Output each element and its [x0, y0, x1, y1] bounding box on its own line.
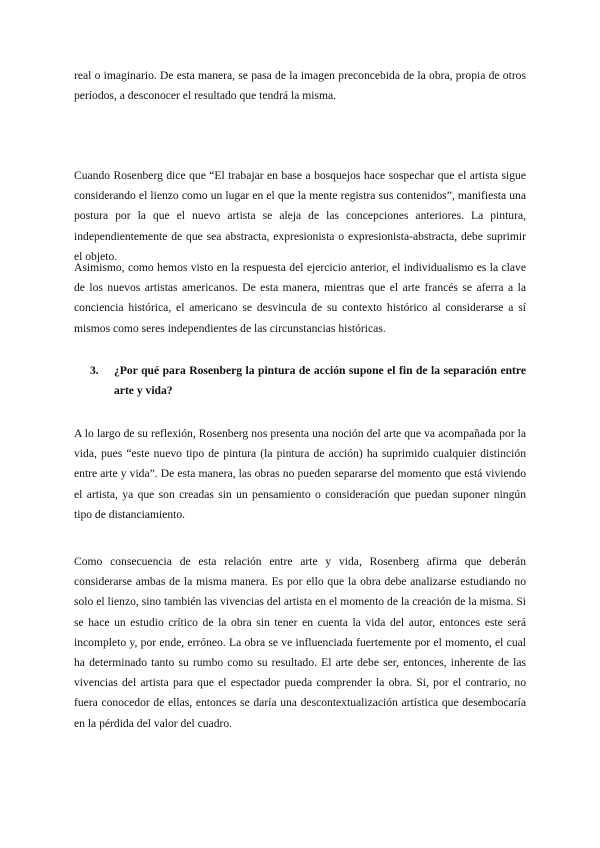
paragraph-rosenberg-quote: Cuando Rosenberg dice que “El trabajar en base a bosquejos hace sospechar que el artista sigue considerando el lienzo como un lugar en el que la mente registra sus contenidos”, manifiesta una postura por la que el nuevo artista se aleja de las concepciones anteriores. La pintura, independientemente de que sea abstracta, expresionista o expresionista-abstracta, debe suprimir el objeto.	[74, 169, 526, 263]
paragraph-individualism: Asimismo, como hemos visto en la respuesta del ejercicio anterior, el individualismo es la clave de los nuevos artistas americanos. De esta manera, mientras que el arte francés se aferra a la conciencia histórica, el americano se desvincula de su contexto histórico al considerarse a sí mismos como seres independientes de las circunstancias históricas.	[74, 261, 526, 335]
paragraph-continuation: real o imaginario. De esta manera, se pasa de la imagen preconcebida de la obra, propia de otros períodos, a desconocer el resultado que tendrá la misma.	[74, 69, 526, 103]
answer-paragraph-art-and-life: A lo largo de su reflexión, Rosenberg nos presenta una noción del arte que va acompañada por la vida, pues “este nuevo tipo de pintura (la pintura de acción) ha suprimido cualquier distinción entre arte y vida”. De esta manera, las obras no pueden separarse del momento que está viviendo el artista, ya que son creadas sin un pensamiento o consideración que puedan suponer ningún tipo de distanciamiento.	[74, 427, 526, 521]
question-number: 3.	[90, 364, 99, 377]
question-heading	[90, 361, 526, 401]
answer-paragraph-consequence: Como consecuencia de esta relación entre arte y vida, Rosenberg afirma que deberán considerarse ambas de la misma manera. Es por ello que la obra debe analizarse estudiando no solo el lienzo, sino también las vivencias del artista en el momento de la creación de la misma. Si se hace un estudio crítico de la obra sin tener en cuenta la vida del autor, entonces este será incompleto y, por ende, erróneo. La obra se ve influenciada fuertemente por el momento, el cual ha determinado tanto su rumbo como su resultado. El arte debe ser, entonces, inherente de las vivencias del artista para que el espectador pueda comprender la obra. Si, por el contrario, no fuera conocedor de ellas, entonces se daría una descontextualización artística que desembocaría en la pérdida del valor del cuadro.	[74, 555, 526, 730]
question-text: ¿Por qué para Rosenberg la pintura de acción supone el fin de la separación entre arte y vida?	[114, 364, 526, 398]
